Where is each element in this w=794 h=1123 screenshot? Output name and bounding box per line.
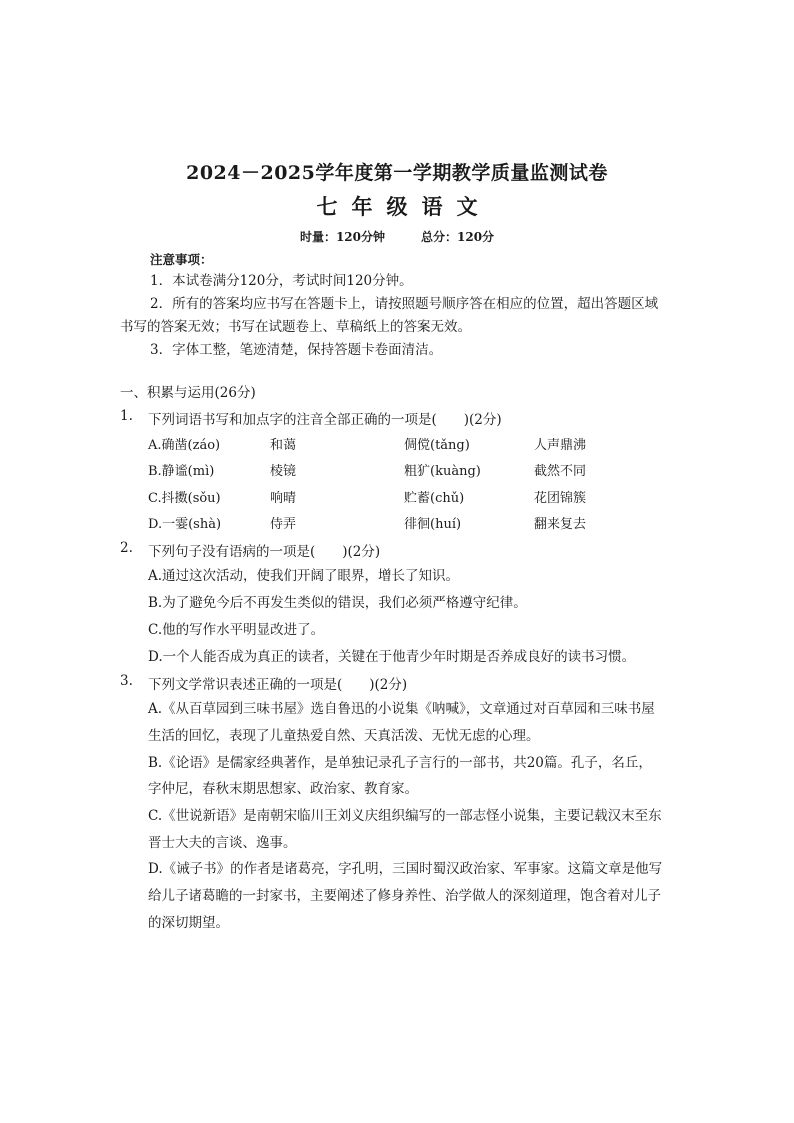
exam-meta [0,228,794,245]
time-limit: 时量：120分钟 [299,230,385,244]
option-line: 生活的回忆，表现了儿童热爱自然、天真活泼、无忧无虑的心理。 [148,728,540,744]
option-cell: 花团锦簇 [534,491,587,506]
question-number: 2. [120,540,133,556]
option-line: 字仲尼，春秋末期思想家、政治家、教育家。 [148,781,418,797]
question-stem: 下列词语书写和加点字的注音全部正确的一项是( )(2分) [148,412,502,428]
option-cell: 粗犷(kuàng) [404,464,481,479]
option-line: 给儿子诸葛瞻的一封家书，主要阐述了修身养性、治学做人的深刻道理，饱含着对儿子 [148,888,661,904]
notes-heading: 注意事项： [150,252,213,267]
notes-item: 3．字体工整，笔迹清楚，保持答题卡卷面清洁。 [150,342,443,358]
option-line: 的深切期望。 [148,915,229,931]
option-line: C.《世说新语》是南朝宋临川王刘义庆组织编写的一部志怪小说集，主要记载汉末至东 [148,808,662,824]
question-number: 1. [120,408,133,424]
option-cell: 人声鼎沸 [534,438,587,453]
exam-title: 2024－2025学年度第一学期教学质量监测试卷 [186,162,608,184]
question-number: 3. [120,673,133,689]
option-cell: 和蔼 [270,438,297,453]
option-line: 晋士大夫的言谈、逸事。 [148,835,297,851]
option-cell: 徘徊(huí) [404,517,462,532]
option-cell: D.一霎(shà) [148,517,222,532]
option-cell: 响晴 [270,491,297,506]
notes-item: 2．所有的答案均应书写在答题卡上，请按照题号顺序答在相应的位置，超出答题区域 [150,296,659,312]
option-cell: 棱镜 [270,464,297,479]
option-cell: B.静谧(mì) [148,464,215,479]
notes-item: 1．本试卷满分120分，考试时间120分钟。 [150,273,413,289]
option-cell: 侍弄 [270,517,297,532]
section-heading: 一、积累与运用(26分) [120,385,256,401]
option-cell: 截然不同 [534,464,587,479]
option-cell: A.确凿(záo) [148,438,221,453]
total-score: 总分：120分 [421,230,495,244]
option-line: C.他的写作水平明显改进了。 [148,622,325,638]
option-cell: 倜傥(tǎng) [404,438,470,453]
option-line: B.《论语》是儒家经典著作，是单独记录孔子言行的一部书，共20篇。孔子，名丘， [148,755,652,771]
option-line: D.《诫子书》的作者是诸葛亮，字孔明，三国时蜀汉政治家、军事家。这篇文章是他写 [148,861,663,877]
notes-item: 书写的答案无效；书写在试题卷上、草稿纸上的答案无效。 [120,319,471,335]
option-cell: 翻来复去 [534,517,587,532]
option-line: D.一个人能否成为真正的读者，关键在于他青少年时期是否养成良好的读书习惯。 [148,649,636,665]
option-line: B.为了避免今后不再发生类似的错误，我们必须严格遵守纪律。 [148,595,527,611]
option-line: A.通过这次活动，使我们开阔了眼界，增长了知识。 [148,568,460,584]
question-stem: 下列文学常识表述正确的一项是( )(2分) [148,677,408,693]
exam-subject: 七年级语文 [316,194,492,219]
option-cell: C.抖擞(sǒu) [148,491,221,506]
question-stem: 下列句子没有语病的一项是( )(2分) [148,544,381,560]
option-line: A.《从百草园到三味书屋》选自鲁迅的小说集《呐喊》，文章通过对百草园和三味书屋 [148,701,655,717]
option-cell: 贮蓄(chǔ) [404,491,465,506]
